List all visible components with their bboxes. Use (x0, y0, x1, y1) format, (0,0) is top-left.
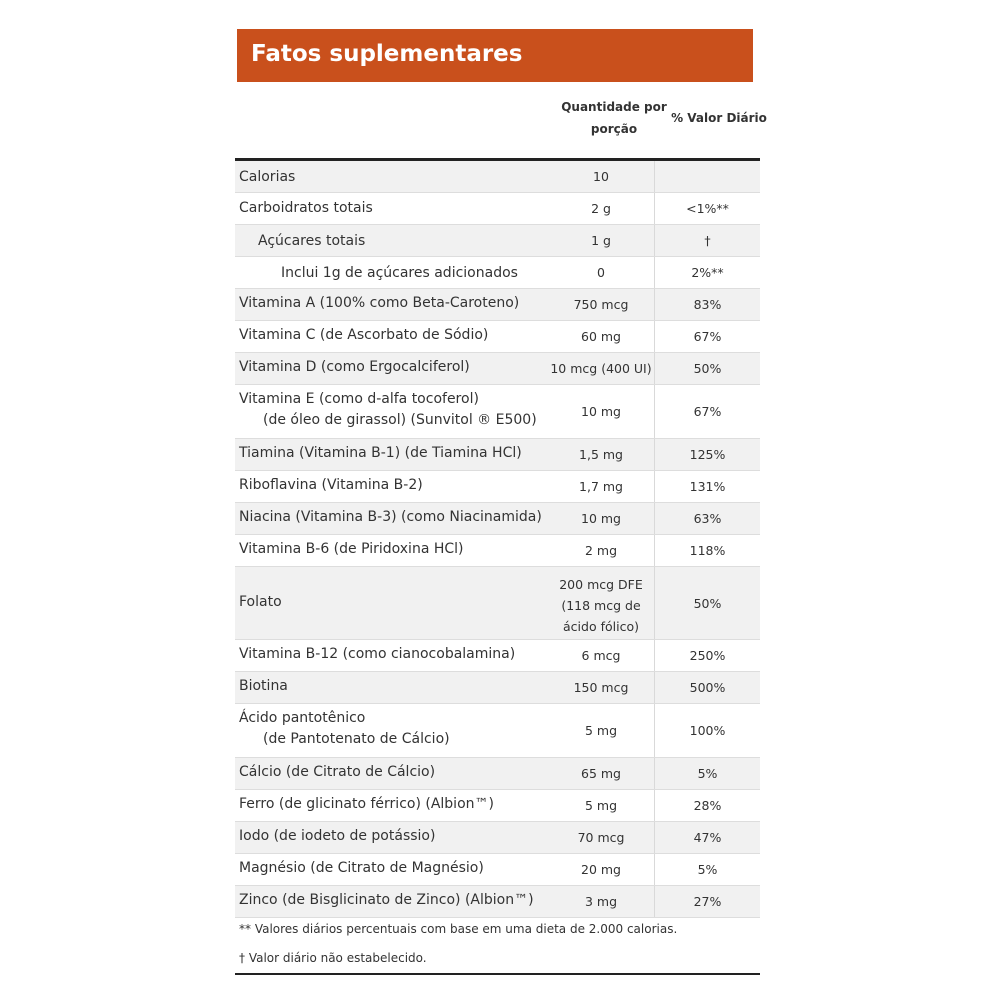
table-row (235, 471, 760, 503)
nutrient-quantity: 20 mg (581, 862, 621, 877)
nutrient-name: Vitamina D (como Ergocalciferol) (239, 359, 470, 375)
nutrient-name: Magnésio (de Citrato de Magnésio) (239, 860, 484, 876)
nutrient-daily-value: 125% (689, 447, 726, 462)
nutrient-quantity: 1,7 mg (579, 479, 623, 494)
nutrient-name: Vitamina C (de Ascorbato de Sódio) (239, 327, 489, 343)
nutrient-daily-value: 47% (693, 830, 722, 845)
nutrient-quantity: 150 mcg (573, 680, 629, 695)
footnote-not-established: † Valor diário não estabelecido. (239, 951, 427, 965)
nutrient-name-detail: (de Pantotenato de Cálcio) (263, 731, 450, 747)
nutrient-daily-value: 131% (689, 479, 726, 494)
supplement-facts-table (235, 161, 760, 918)
nutrient-daily-value: 100% (689, 723, 726, 738)
nutrient-quantity: 2 g (591, 201, 611, 216)
nutrient-daily-value: 500% (689, 680, 726, 695)
table-row (235, 353, 760, 385)
nutrient-name: Ferro (de glicinato férrico) (Albion™) (239, 796, 494, 812)
nutrient-name: Açúcares totais (258, 233, 366, 249)
nutrient-quantity: 1,5 mg (579, 447, 623, 462)
nutrient-name: Vitamina B-12 (como cianocobalamina) (239, 646, 516, 662)
nutrient-daily-value: 50% (693, 361, 722, 376)
table-row (235, 790, 760, 822)
nutrient-daily-value: 2%** (691, 265, 724, 280)
nutrient-daily-value: 63% (693, 511, 722, 526)
nutrient-quantity: 65 mg (581, 766, 621, 781)
nutrient-name: Tiamina (Vitamina B-1) (de Tiamina HCl) (239, 445, 522, 461)
table-row (235, 704, 760, 758)
nutrient-daily-value: 50% (693, 595, 722, 611)
nutrient-name: Inclui 1g de açúcares adicionados (281, 265, 518, 281)
table-row (235, 854, 760, 886)
table-row (235, 289, 760, 321)
nutrient-quantity-line: (118 mcg de (561, 598, 641, 613)
nutrient-daily-value: † (704, 233, 711, 248)
nutrient-quantity: 1 g (591, 233, 611, 248)
nutrient-name: Vitamina B-6 (de Piridoxina HCl) (239, 541, 464, 557)
nutrient-quantity: 3 mg (584, 894, 618, 909)
footnote-daily-values: ** Valores diários percentuais com base em uma dieta de 2.000 calorias. (239, 922, 678, 936)
nutrient-name: Vitamina E (como d-alfa tocoferol) (239, 391, 479, 407)
table-row (235, 321, 760, 353)
nutrient-daily-value: 67% (693, 404, 722, 419)
nutrient-daily-value: 5% (697, 766, 718, 781)
nutrient-quantity: 5 mg (584, 798, 618, 813)
nutrient-quantity: 6 mcg (581, 648, 621, 663)
table-row (235, 439, 760, 471)
nutrient-quantity: 10 mg (581, 511, 621, 526)
nutrient-name: Folato (239, 594, 282, 610)
column-header-quantity-line2: porção (590, 122, 638, 136)
nutrient-name: Cálcio (de Citrato de Cálcio) (239, 764, 436, 780)
table-row (235, 567, 760, 640)
table-row (235, 503, 760, 535)
nutrient-daily-value: 250% (689, 648, 726, 663)
nutrient-quantity: 10 mg (581, 404, 621, 419)
nutrient-daily-value: 83% (693, 297, 722, 312)
nutrient-name: Biotina (239, 678, 288, 694)
nutrient-quantity: 5 mg (584, 723, 618, 738)
nutrient-daily-value: 5% (697, 862, 718, 877)
nutrient-quantity: 2 mg (584, 543, 618, 558)
nutrient-name: Ácido pantotênico (239, 710, 366, 726)
table-row (235, 385, 760, 439)
table-row (235, 161, 760, 193)
nutrient-name: Niacina (Vitamina B-3) (como Niacinamida) (239, 509, 542, 525)
title-bar (237, 29, 753, 82)
nutrient-daily-value: 28% (693, 798, 722, 813)
row-separator (235, 917, 760, 918)
nutrient-quantity-line: 200 mcg DFE (559, 577, 643, 592)
nutrient-name: Riboflavina (Vitamina B-2) (239, 477, 423, 493)
nutrient-quantity (547, 574, 655, 637)
table-row (235, 886, 760, 918)
nutrient-name: Calorias (239, 169, 296, 185)
table-row (235, 758, 760, 790)
table-row (235, 225, 760, 257)
nutrient-name: Vitamina A (100% como Beta-Caroteno) (239, 295, 520, 311)
column-header-daily-value: % Valor Diário (671, 111, 767, 125)
nutrient-daily-value: 67% (693, 329, 722, 344)
nutrient-name: Carboidratos totais (239, 200, 373, 216)
nutrient-quantity: 750 mcg (573, 297, 629, 312)
table-row (235, 640, 760, 672)
nutrient-quantity: 70 mcg (577, 830, 625, 845)
nutrient-daily-value: 27% (693, 894, 722, 909)
table-row (235, 535, 760, 567)
page-title: Fatos suplementares (251, 41, 523, 67)
nutrient-quantity: 0 (597, 265, 605, 280)
nutrient-name-detail: (de óleo de girassol) (Sunvitol ® E500) (263, 412, 537, 428)
nutrient-quantity: 60 mg (581, 329, 621, 344)
column-header-quantity (560, 96, 668, 140)
table-row (235, 193, 760, 225)
nutrient-daily-value: 118% (689, 543, 726, 558)
bottom-divider (235, 973, 760, 975)
nutrient-daily-value: <1%** (686, 201, 729, 216)
nutrient-name: Iodo (de iodeto de potássio) (239, 828, 436, 844)
table-row (235, 257, 760, 289)
table-row (235, 822, 760, 854)
column-header-quantity-line1: Quantidade por (561, 100, 667, 114)
nutrient-quantity: 10 mcg (400 UI) (550, 361, 652, 376)
nutrient-quantity: 10 (593, 169, 609, 184)
nutrient-quantity-line: ácido fólico) (563, 619, 639, 634)
table-row (235, 672, 760, 704)
nutrient-name: Zinco (de Bisglicinato de Zinco) (Albion™) (239, 892, 534, 908)
